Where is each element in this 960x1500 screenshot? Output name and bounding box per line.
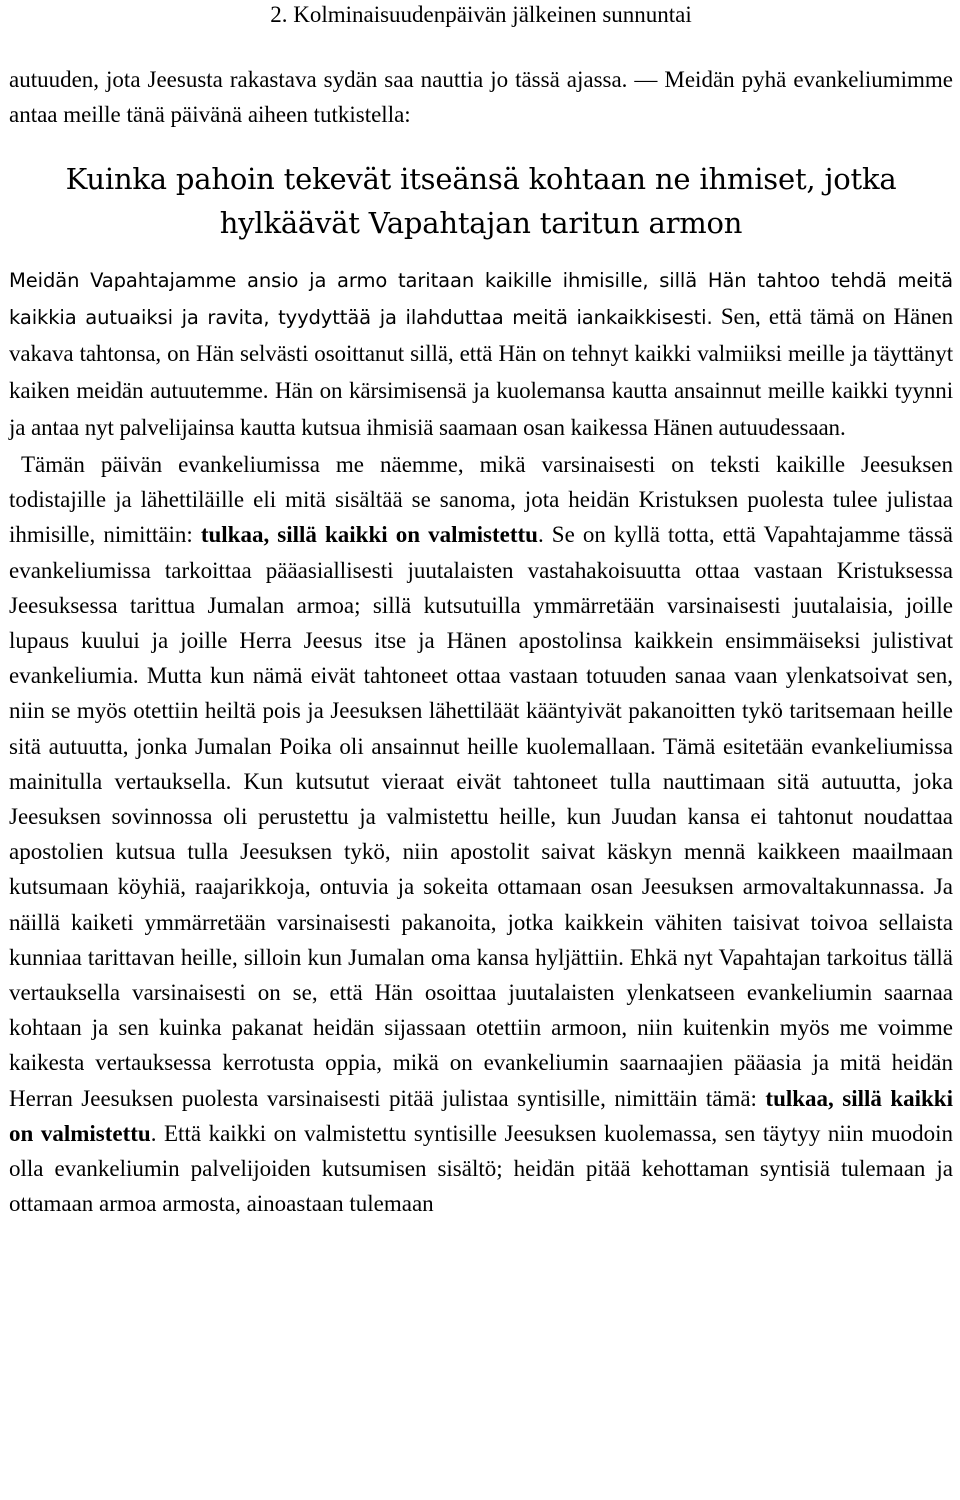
running-header: 2. Kolminaisuudenpäivän jälkeinen sunnuntai <box>270 2 692 27</box>
paragraph-2-text-a: Tämän päivän evankeliumissa me näemme, mikä varsinaisesti on teksti kaikille Jeesuksen todistajille ja lähettiläille eli mitä sisältää se sanoma, jota heidän Kristuksen puolesta tulee julistaa ihmisille, nimittäin: <box>9 452 953 548</box>
paragraph-2-text-b: . Se on kyllä totta, että Vapahtajamme tässä evankeliumissa tarkoittaa pääasiallisesti juutalaisten vastahakoisuutta ottaa vastaan Kristuksessa Jeesuksessa tarittua Jumalan armoa; sillä kutsutuilla ymmärretään varsinaisesti juutalaisia, joille lupaus kuului ja joille Herra Jeesus itse ja Hänen apostolinsa kaikkein ensimmäiseksi julistivat evankeliumia. Mutta kun nämä eivät tahtoneet ottaa vastaan totuuden sanaa vaan ylenkatsoivat sen, niin se myös otettiin heiltä pois ja Jeesuksen lähettiläät kääntyivät pakanoitten tykö taritsemaan heille sitä autuutta, jonka Jumalan Poika oli ansainnut heille kuolemallaan. Tämä esitetään evankeliumissa mainitulla vertauksella. Kun kutsutut vieraat eivät tahtoneet tulla nauttimaan sitä autuutta, joka Jeesuksen sovinnossa oli perustettu ja valmistettu heille, kun Juudan kansa ei tahtonut noudattaa apostolien kutsua tulla Jeesuksen tykö, niin apostolit saivat käskyn mennä kaikkeen maailmaan kutsumaan köyhiä, raajarikkoja, ontuvia ja sokeita ottamaan osan Jeesuksen armovaltakunnassa. Ja näillä kaiketi ymmärretään varsinaisesti pakanoita, jotka kaikkein vähiten taisivat toivoa sellaista kunniaa tarittavan heille, silloin kun Jumalan oma kansa hyljättiin. Ehkä nyt Vapahtajan tarkoitus tällä vertauksella varsinaisesti on se, että Hän osoittaa juutalaisten ylenkatseen evankeliumin saarnaa kohtaan ja sen kuinka pakanat heidän sijassaan otettiin armoon, niin kuitenkin myös me voimme kaikesta vertauksessa kerrotusta oppia, mikä on evankeliumin saarnaajien pääasia ja mitä heidän Herran Jeesuksen puolesta varsinaisesti pitää julistaa syntisille, nimittäin tämä: <box>9 522 953 1111</box>
paragraph-2-emphasis-2: tulkaa, sillä kaikki on valmistettu <box>9 1085 953 1146</box>
document-page <box>9 0 953 1221</box>
paragraph-2 <box>9 447 953 1221</box>
paragraph-1-sans-text: Meidän Vapahtajamme ansio ja armo taritaan kaikille ihmisille, sillä Hän tahtoo tehdä meitä kaikkia autuaiksi ja ravita, tyydyttää ja ilahduttaa meitä iankaikkisesti. <box>9 269 953 329</box>
paragraph-2-text-c: . Että kaikki on valmistettu syntisille Jeesuksen kuolemassa, sen täytyy niin muodoin olla evankeliumin palvelijoiden kutsumisen sisältö; heidän pitää kehottaman syntisiä tulemaan ja ottamaan armoa armosta, ainoastaan tulemaan <box>9 1120 953 1217</box>
section-title: Kuinka pahoin tekevät itseänsä kohtaan ne ihmiset, jotka hylkäävät Vapahtajan taritun armon <box>65 162 897 240</box>
paragraph-1-block <box>9 263 953 447</box>
paragraph-1 <box>9 263 953 447</box>
paragraph-2-emphasis-1: tulkaa, sillä kaikki on valmistettu <box>200 522 538 548</box>
paragraph-1-serif-text: Sen, että tämä on Hänen vakava tahtonsa, on Hän selvästi osoittanut sillä, että Hän on tehnyt kaikki valmiiksi meille ja täyttänyt kaiken meidän autuutemme. Hän on kärsimisensä ja kuolemansa kautta ansainnut meille kaikki tyynni ja antaa nyt palvelijainsa kautta kutsua ihmisiä saamaan osan kaikessa Hänen autuudessaan. <box>9 304 953 440</box>
intro-paragraph: autuuden, jota Jeesusta rakastava sydän saa nauttia jo tässä ajassa. — Meidän pyhä evankeliumimme antaa meille tänä päivänä aiheen tutkistella: <box>9 67 953 127</box>
